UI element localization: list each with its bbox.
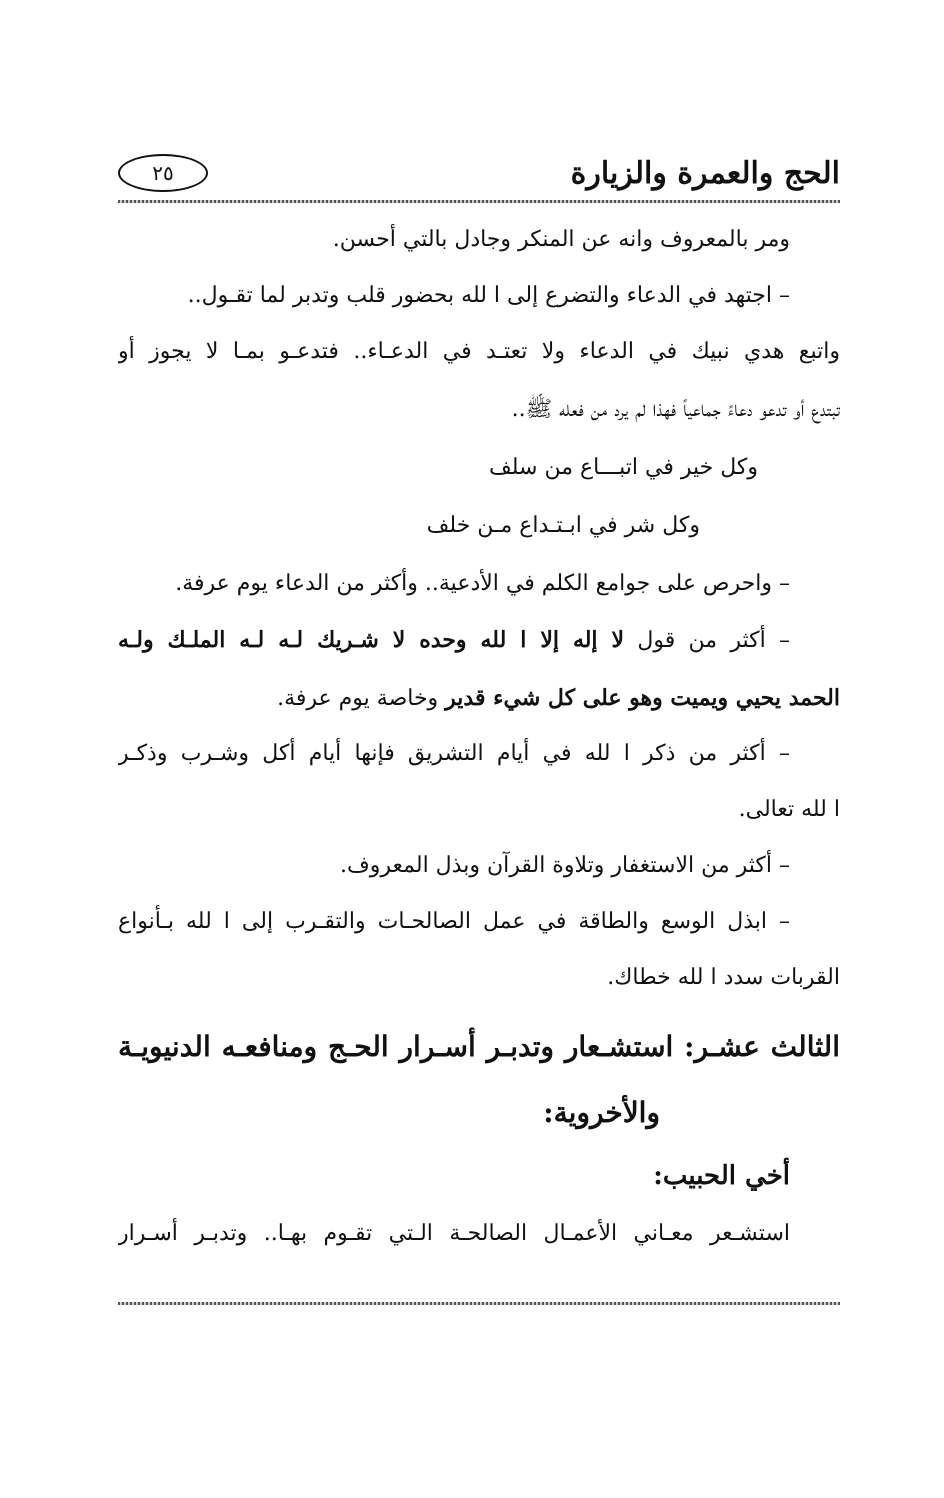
text-span-bold: الحمد يحيي ويميت وهو على كل شيء قدير	[445, 685, 840, 711]
text-line: – اجتهد في الدعاء والتضرع إلى ا لله بحضور قلب وتدبر لما تقـول..	[187, 283, 790, 308]
text-line: – واحرص على جوامع الكلم في الأدعية.. وأكثر من الدعاء يوم عرفة.	[175, 571, 790, 596]
text-line: تبتدع أو تدعو دعاءً جماعياً فهذا لم يرد من فعله ﷺ..	[511, 397, 840, 422]
section-heading: الثالث عشـر: استشـعار وتدبـر أسـرار الحـج ومنافعـه الدنيويـة	[118, 1030, 840, 1063]
poem-verse: وكل شر في ابـتـداع مـن خلف	[426, 513, 700, 538]
text-line: القربات سدد ا لله خطاك.	[607, 965, 840, 990]
text-line: استشـعر معـاني الأعمـال الصالحـة الـتي تقـوم بهـا.. وتدبـر أسـرار	[118, 1221, 790, 1246]
section-heading: والأخروية:	[543, 1096, 660, 1129]
text-line	[118, 620, 790, 661]
subheading: أخي الحبيب:	[653, 1161, 790, 1191]
book-title: الحج والعمرة والزيارة	[570, 156, 840, 191]
text-span: – أكثر من قول	[624, 628, 790, 653]
text-line	[118, 678, 840, 719]
header-divider	[118, 200, 840, 203]
text-span: وخاصة يوم عرفة.	[277, 686, 446, 711]
page-header	[118, 150, 840, 200]
text-line: ومر بالمعروف وانه عن المنكر وجادل بالتي أحسن.	[332, 227, 790, 252]
text-span-bold: لا إله إلا ا لله وحده لا شـريك لـه لـه الملـك ولـه	[118, 627, 625, 653]
page-number: ٢٥	[118, 154, 208, 192]
text-line: ا لله تعالى.	[738, 797, 840, 822]
poem-verse: وكل خير في اتبـــاع من سلف	[488, 455, 758, 480]
text-line: – أكثر من الاستغفار وتلاوة القرآن وبذل المعروف.	[339, 853, 790, 878]
text-line: واتبع هدي نبيك في الدعاء ولا تعتـد في الدعـاء.. فتدعـو بمـا لا يجوز أو	[118, 339, 840, 364]
text-line: – أكثر من ذكر ا لله في أيام التشريق فإنها أيام أكل وشـرب وذكـر	[118, 741, 790, 766]
text-line: – ابذل الوسع والطاقة في عمل الصالحـات والتقـرب إلى ا لله بـأنواع	[118, 909, 790, 934]
footer-divider	[118, 1302, 840, 1305]
